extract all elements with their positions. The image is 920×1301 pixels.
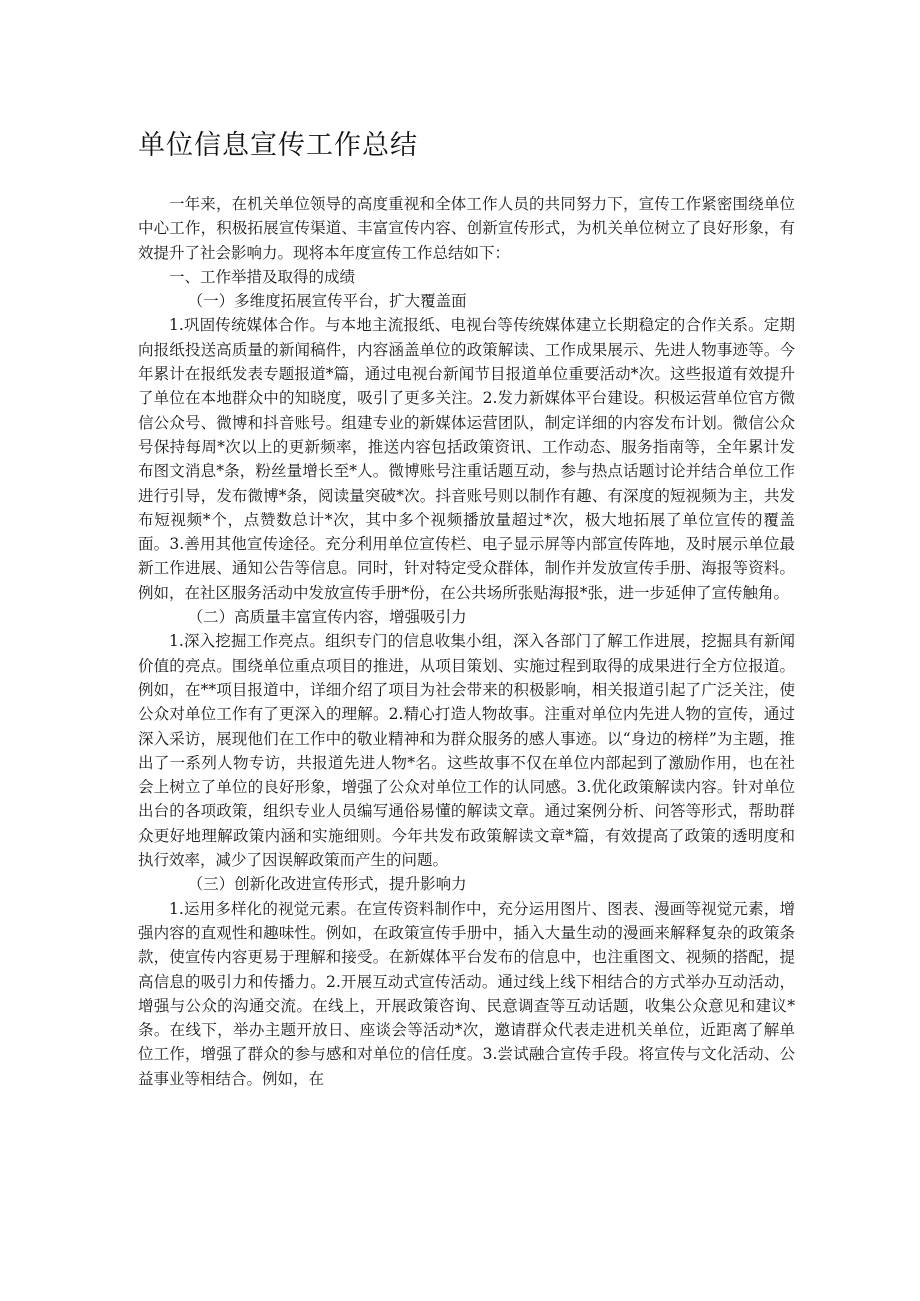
intro-paragraph: 一年来，在机关单位领导的高度重视和全体工作人员的共同努力下，宣传工作紧密围绕单位中心工作，积极拓展宣传渠道、丰富宣传内容、创新宣传形式，为机关单位树立了良好形象，有效提升了社会影响力。现将本年度宣传工作总结如下： [138, 195, 795, 262]
document-body [138, 192, 795, 1091]
subsection-heading-content: （二）高质量丰富宣传内容，增强吸引力 [187, 608, 467, 627]
subsection-heading-platforms: （一）多维度拓展宣传平台，扩大覆盖面 [187, 292, 467, 311]
paragraph-platforms: 1.巩固传统媒体合作。与本地主流报纸、电视台等传统媒体建立长期稳定的合作关系。定期向报纸投送高质量的新闻稿件，内容涵盖单位的政策解读、工作成果展示、先进人物事迹等。今年累计在报纸发表专题报道*篇，通过电视台新闻节目报道单位重要活动*次。这些报道有效提升了单位在本地群众中的知晓度，吸引了更多关注。2.发力新媒体平台建设。积极运营单位官方微信公众号、微博和抖音账号。组建专业的新媒体运营团队，制定详细的内容发布计划。微信公众号保持每周*次以上的更新频率，推送内容包括政策资讯、工作动态、服务指南等，全年累计发布图文消息*条，粉丝量增长至*人。微博账号注重话题互动，参与热点话题讨论并结合单位工作进行引导，发布微博*条，阅读量突破*次。抖音账号则以制作有趣、有深度的短视频为主，共发布短视频*个，点赞数总计*次，其中多个视频播放量超过*次，极大地拓展了单位宣传的覆盖面。3.善用其他宣传途径。充分利用单位宣传栏、电子显示屏等内部宣传阵地，及时展示单位最新工作进展、通知公告等信息。同时，针对特定受众群体，制作并发放宣传手册、海报等资料。例如，在社区服务活动中发放宣传手册*份，在公共场所张贴海报*张，进一步延伸了宣传触角。 [138, 316, 795, 602]
section-heading-achievements: 一、工作举措及取得的成绩 [169, 267, 356, 286]
subsection-heading-forms: （三）创新化改进宣传形式，提升影响力 [187, 875, 467, 894]
paragraph-forms: 1.运用多样化的视觉元素。在宣传资料制作中，充分运用图片、图表、漫画等视觉元素，增强内容的直观性和趣味性。例如，在政策宣传手册中，插入大量生动的漫画来解释复杂的政策条款，使宣传内容更易于理解和接受。在新媒体平台发布的信息中，也注重图文、视频的搭配，提高信息的吸引力和传播力。2.开展互动式宣传活动。通过线上线下相结合的方式举办互动活动，增强与公众的沟通交流。在线上，开展政策咨询、民意调查等互动话题，收集公众意见和建议*条。在线下，举办主题开放日、座谈会等活动*次，邀请群众代表走进机关单位，近距离了解单位工作，增强了群众的参与感和对单位的信任度。3.尝试融合宣传手段。将宣传与文化活动、公益事业等相结合。例如，在 [138, 899, 795, 1088]
document-title: 单位信息宣传工作总结 [138, 130, 418, 161]
paragraph-content: 1.深入挖掘工作亮点。组织专门的信息收集小组，深入各部门了解工作进展，挖掘具有新闻价值的亮点。围绕单位重点项目的推进，从项目策划、实施过程到取得的成果进行全方位报道。例如，在**项目报道中，详细介绍了项目为社会带来的积极影响，相关报道引起了广泛关注，使公众对单位工作有了更深入的理解。2.精心打造人物故事。注重对单位内先进人物的宣传，通过深入采访，展现他们在工作中的敬业精神和为群众服务的感人事迹。以“身边的榜样”为主题，推出了一系列人物专访，共报道先进人物*名。这些故事不仅在单位内部起到了激励作用，也在社会上树立了单位的良好形象，增强了公众对单位工作的认同感。3.优化政策解读内容。针对单位出台的各项政策，组织专业人员编写通俗易懂的解读文章。通过案例分析、问答等形式，帮助群众更好地理解政策内涵和实施细则。今年共发布政策解读文章*篇，有效提高了政策的透明度和执行效率，减少了因误解政策而产生的问题。 [138, 632, 795, 870]
